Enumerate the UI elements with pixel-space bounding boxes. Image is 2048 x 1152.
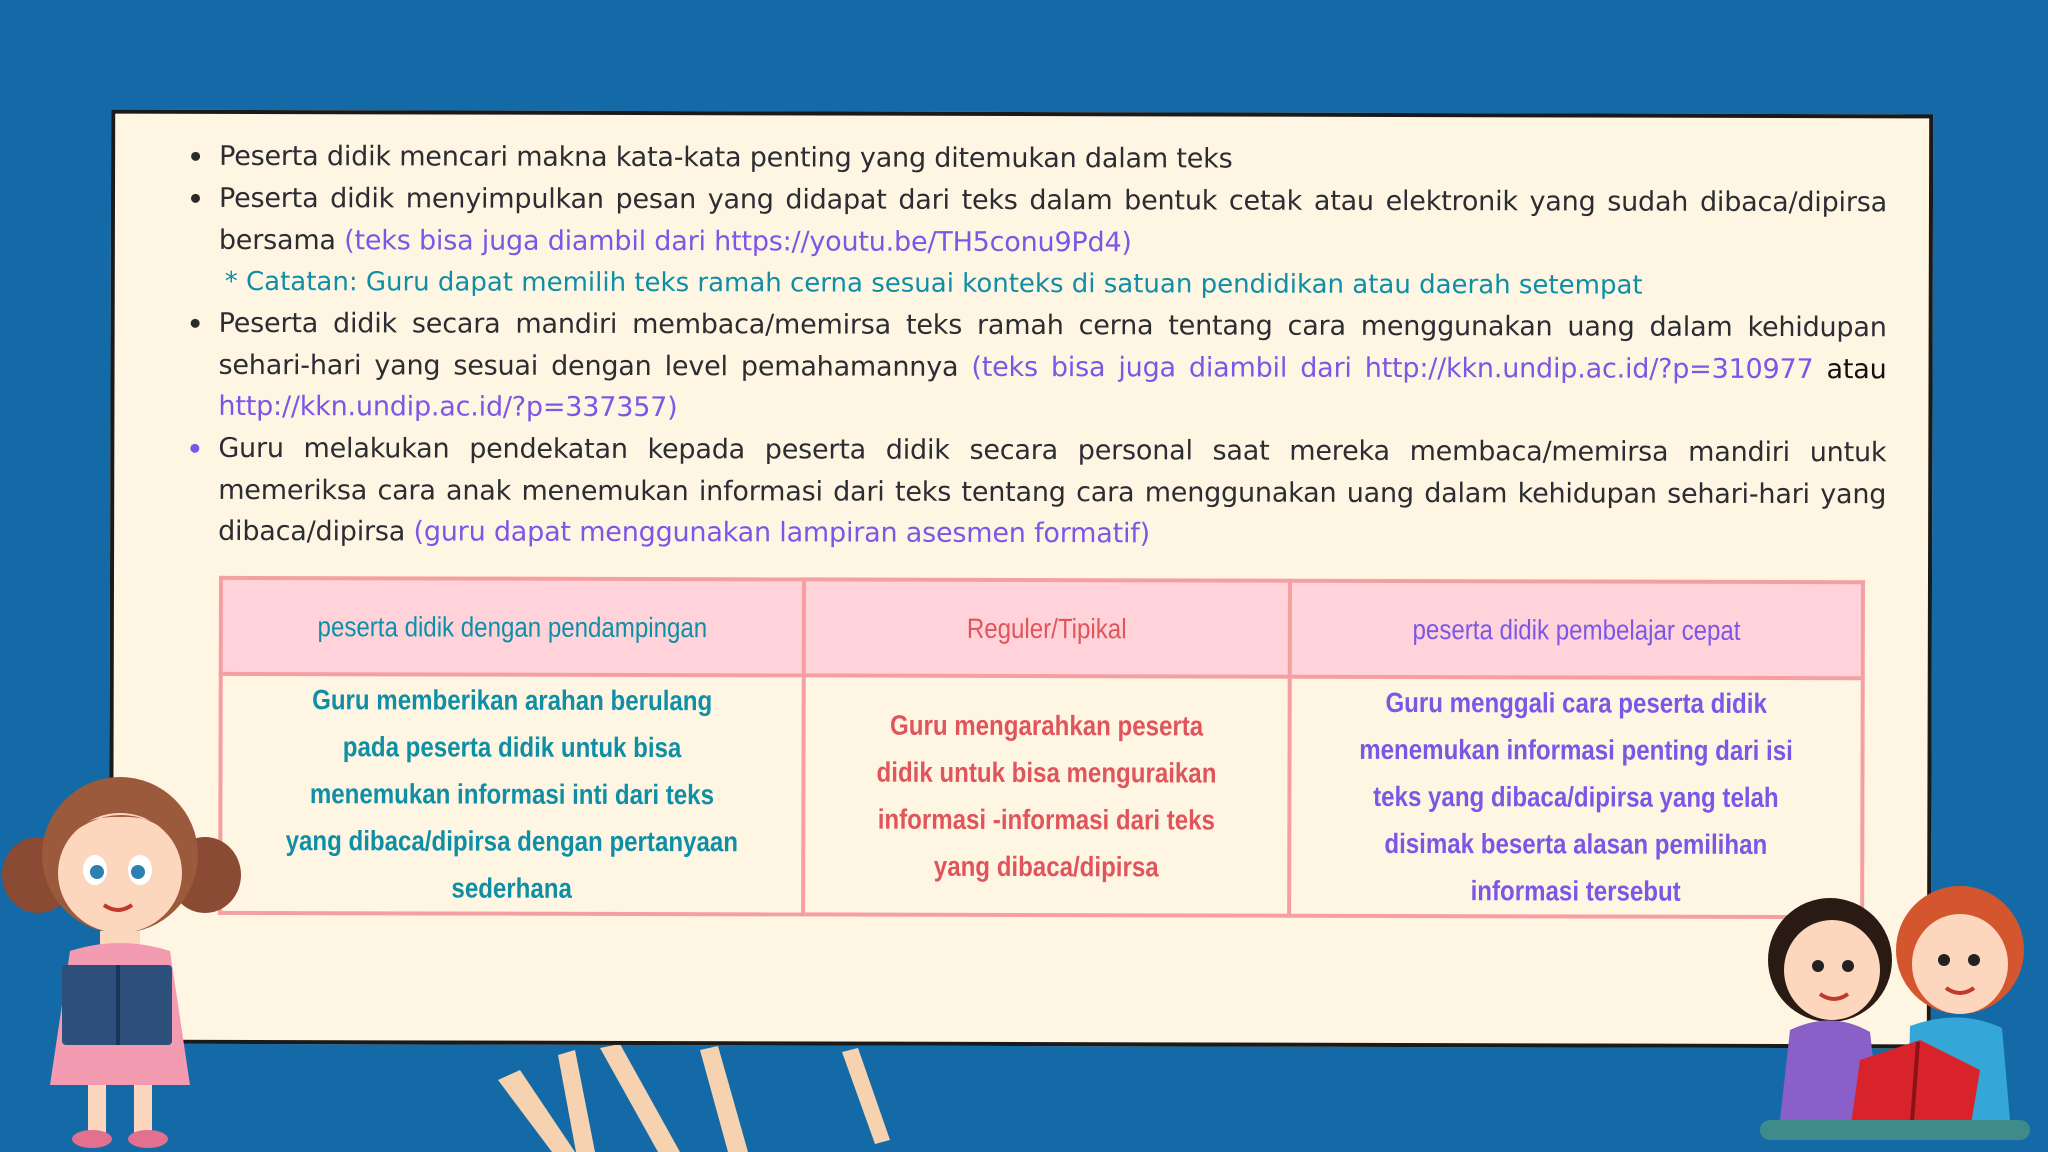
differentiation-table bbox=[218, 576, 1865, 919]
cell-cepat: Guru menggali cara peserta didik menemukan informasi penting dari isi teks yang dibaca/dipirsa yang telah disimak beserta alasan pemilihan informasi tersebut bbox=[1289, 677, 1863, 917]
bullet-dot bbox=[191, 319, 200, 328]
table-row bbox=[220, 674, 1863, 917]
header-reguler: Reguler/Tipikal bbox=[804, 579, 1290, 676]
bullet-dot bbox=[191, 152, 200, 161]
cell-reguler: Guru mengarahkan peserta didik untuk bisa menguraikan informasi -informasi dari teks yang dibaca/dipirsa bbox=[803, 675, 1290, 915]
bullet-link-text: (guru dapat menggunakan lampiran asesmen formatif) bbox=[413, 516, 1151, 550]
bullet-item bbox=[219, 136, 1887, 182]
bullet-text: Peserta didik mencari makna kata-kata penting yang ditemukan dalam teks bbox=[219, 140, 1233, 175]
bullet-text: Peserta didik menyimpulkan pesan yang didapat dari teks dalam bentuk cetak atau elektronik yang sudah dibaca/dipirsa bersama bbox=[218, 182, 1888, 256]
bullet-item bbox=[218, 428, 1886, 557]
bullet-link-text[interactable]: http://kkn.undip.ac.id/?p=337357) bbox=[218, 390, 678, 424]
kids-reading-illustration bbox=[1740, 870, 2048, 1152]
table-header-row bbox=[221, 578, 1863, 678]
bullet-text: Peserta didik secara mandiri membaca/memirsa teks ramah cerna tentang cara menggunakan uang dalam kehidupan sehari-hari yang sesuai dengan level pemahamannya bbox=[218, 307, 1887, 383]
bullet-link-text[interactable]: (teks bisa juga diambil dari https://youtu.be/TH5conu9Pd4) bbox=[344, 224, 1132, 258]
bullet-item bbox=[218, 303, 1886, 432]
bullet-item bbox=[219, 178, 1887, 265]
cell-pendampingan: Guru memberikan arahan berulang pada peserta didik untuk bisa menemukan informasi inti dari teks yang dibaca/dipirsa dengan pertanyaan sederhana bbox=[220, 674, 804, 915]
decorative-sticks bbox=[480, 1040, 900, 1152]
bullet-text: Guru melakukan pendekatan kepada peserta didik secara personal saat mereka membaca/memirsa mandiri untuk memeriksa cara anak menemukan informasi dari teks tentang cara menggunakan uang dalam kehidupan sehari-hari yang dibaca/dipirsa bbox=[218, 432, 1887, 548]
bullet-link-text[interactable]: (teks bisa juga diambil dari http://kkn.undip.ac.id/?p=310977 bbox=[971, 351, 1827, 385]
bullet-dot bbox=[191, 194, 200, 203]
content-card bbox=[109, 110, 1933, 1049]
header-pendampingan: peserta didik dengan pendampingan bbox=[221, 578, 804, 676]
bullet-text-atau: atau bbox=[1826, 353, 1887, 385]
bullet-dot bbox=[190, 444, 199, 453]
header-cepat: peserta didik pembelajar cepat bbox=[1290, 581, 1863, 678]
girl-reading-illustration bbox=[0, 755, 250, 1152]
teacher-note: * Catatan: Guru dapat memilih teks ramah cerna sesuai konteks di satuan pendidikan atau daerah setempat bbox=[224, 266, 1643, 301]
